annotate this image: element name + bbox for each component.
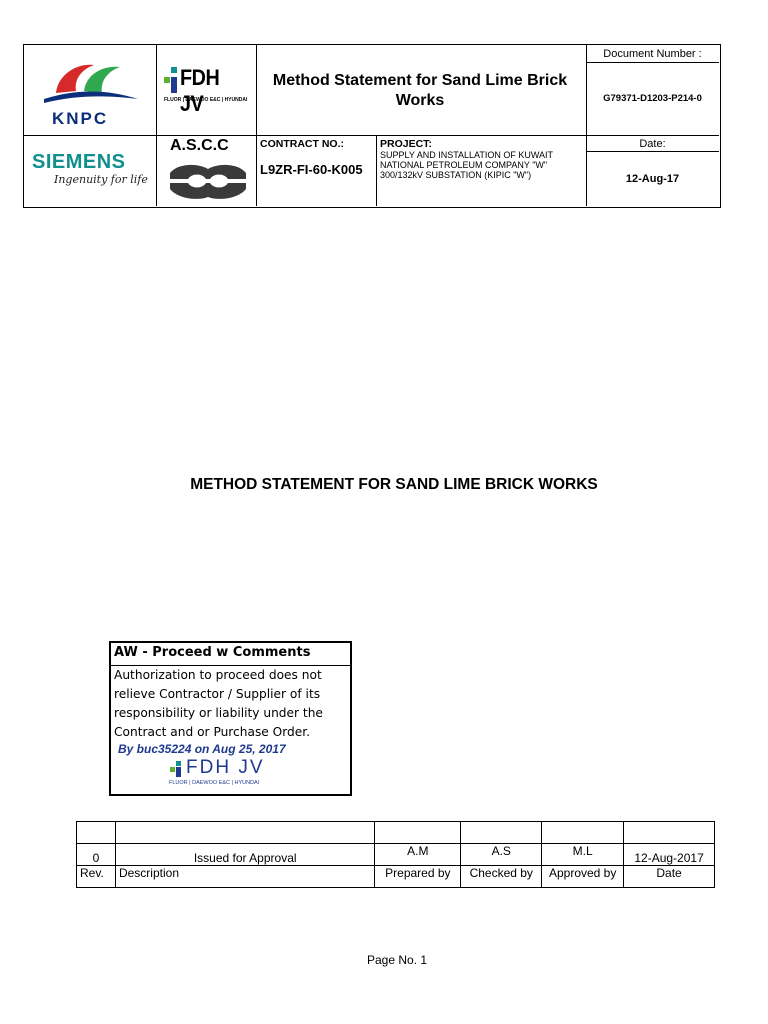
table-cell: Issued for Approval — [115, 844, 374, 866]
table-cell — [375, 822, 461, 844]
knpc-logo-text: KNPC — [52, 109, 109, 128]
table-row — [77, 844, 715, 866]
project-text: SUPPLY AND INSTALLATION OF KUWAIT NATIONAL PETROLEUM COMPANY "W" 300/132kV SUBSTATION (KIPIC "W") — [380, 150, 553, 180]
stamp-logo-subtext: FLUOR | DAEWOO E&C | HYUNDAI — [169, 780, 260, 786]
ascc-label: A.S.C.C — [170, 137, 229, 154]
table-cell: M.L — [542, 844, 624, 866]
table-header-cell: Date — [624, 866, 715, 888]
siemens-tagline: Ingenuity for life — [54, 173, 148, 186]
page-number: Page No. 1 — [366, 953, 428, 967]
fdh-logo-text: FDH JV — [180, 65, 220, 116]
fdh-jv-logo — [164, 63, 252, 123]
table-header-cell: Checked by — [461, 866, 542, 888]
table-cell — [77, 822, 116, 844]
table-cell — [542, 822, 624, 844]
main-title: METHOD STATEMENT FOR SAND LIME BRICK WORKS — [190, 476, 598, 493]
approval-stamp — [109, 641, 352, 796]
stamp-fdh-squares-icon — [170, 761, 184, 777]
fdh-squares-icon — [164, 67, 178, 95]
revision-table — [76, 821, 715, 888]
document-header — [23, 44, 721, 208]
doc-number: G79371-D1203-P214-0 — [603, 93, 702, 104]
table-cell: 12-Aug-2017 — [624, 844, 715, 866]
date-value: 12-Aug-17 — [625, 173, 680, 185]
table-row — [77, 822, 715, 844]
table-header-cell: Description — [115, 866, 374, 888]
project-label-text: PROJECT — [380, 138, 429, 150]
project-label: PROJECT: — [380, 138, 432, 150]
contract-label: CONTRACT NO.: — [260, 138, 344, 150]
table-row — [77, 866, 715, 888]
table-cell: 0 — [77, 844, 116, 866]
fdh-logo-subtext: FLUOR | DAEWOO E&C | HYUNDAI — [164, 97, 248, 103]
date-label: Date: — [639, 138, 666, 150]
stamp-heading: AW - Proceed w Comments — [114, 645, 311, 660]
doc-number-label: Document Number : — [603, 48, 702, 60]
knpc-flame-icon — [36, 53, 146, 109]
stamp-body — [114, 666, 323, 742]
table-cell — [115, 822, 374, 844]
stamp-line-1: Authorization to proceed does not — [114, 668, 322, 682]
table-header-cell: Approved by — [542, 866, 624, 888]
table-cell: A.M — [375, 844, 461, 866]
header-title: Method Statement for Sand Lime Brick Works — [272, 72, 568, 109]
stamp-line-2: relieve Contractor / Supplier of its — [114, 687, 321, 701]
table-cell — [461, 822, 542, 844]
table-header-cell: Prepared by — [375, 866, 461, 888]
ascc-logo-icon — [168, 161, 248, 205]
stamp-logo-text: FDH JV — [186, 757, 265, 778]
stamp-line-3: responsibility or liability under the — [114, 706, 323, 720]
table-cell — [624, 822, 715, 844]
knpc-logo — [36, 53, 146, 131]
table-header-cell: Rev. — [77, 866, 116, 888]
siemens-logo-text: SIEMENS — [32, 151, 126, 173]
stamp-line-4: Contract and or Purchase Order. — [114, 725, 311, 739]
contract-number: L9ZR-FI-60-K005 — [260, 162, 363, 177]
stamp-by-line: By buc35224 on Aug 25, 2017 — [118, 742, 286, 756]
table-cell: A.S — [461, 844, 542, 866]
